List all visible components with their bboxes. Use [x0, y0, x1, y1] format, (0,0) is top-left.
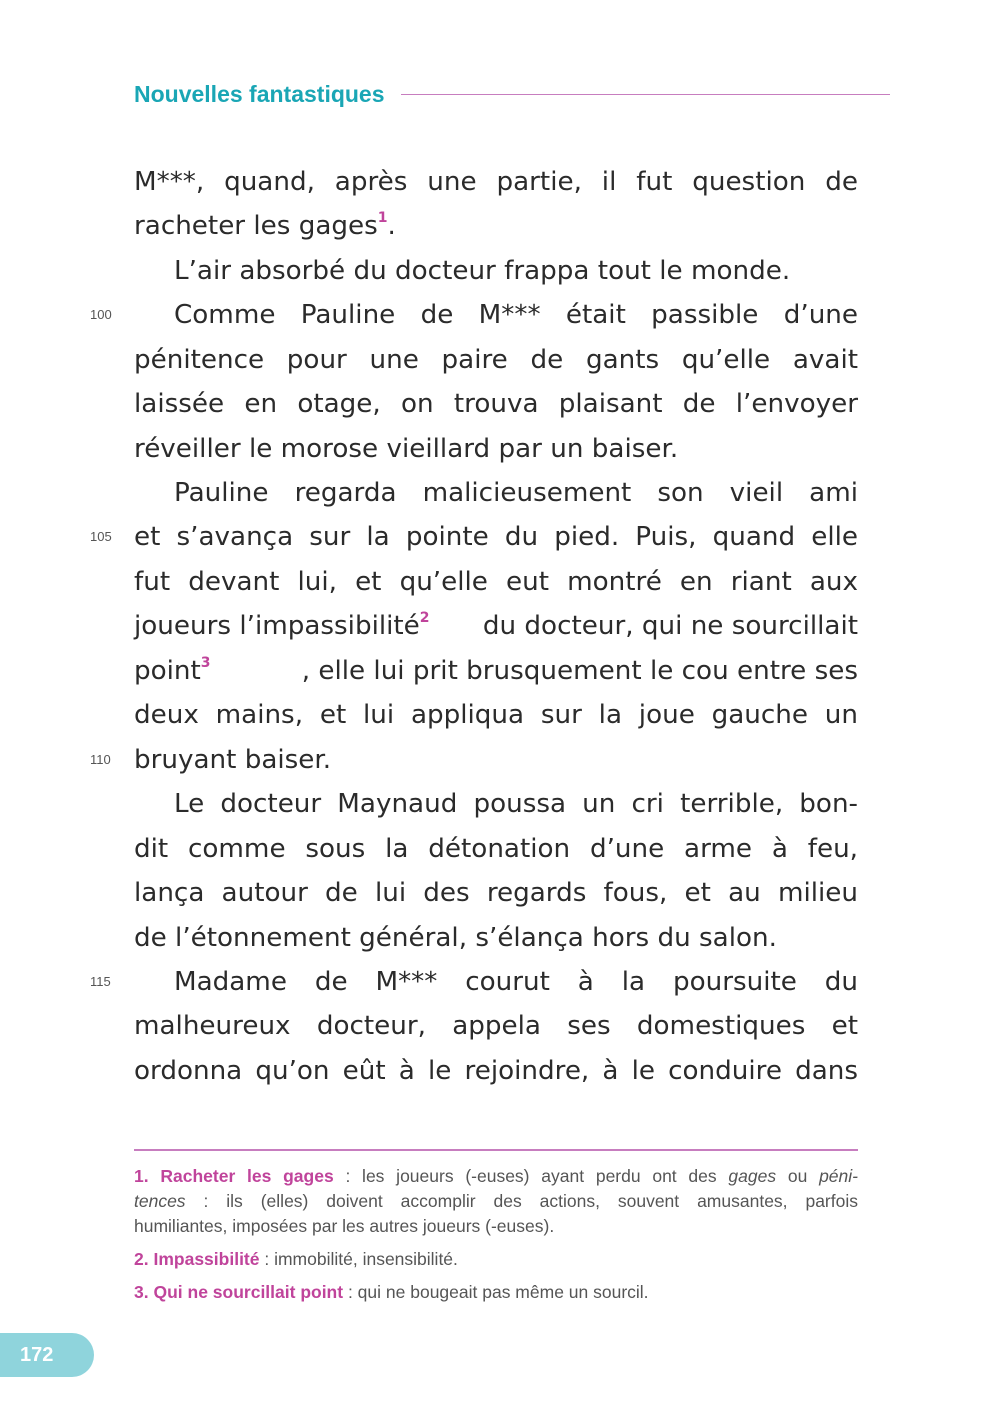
footnote-number: 2.: [134, 1249, 149, 1269]
text-line: laissée en otage, on trouva plaisant de l’envoyer: [134, 389, 858, 419]
footnote-ref-1[interactable]: 1: [377, 210, 388, 226]
footnote-text: : ils (elles) doivent accomplir des actions, souvent amusantes, parfois: [185, 1191, 858, 1211]
text-line: de l’étonnement général, s’élança hors du salon.: [134, 923, 777, 953]
text-line: pénitence pour une paire de gants qu’elle avait: [134, 345, 858, 375]
footnote-term: Racheter les gages: [160, 1166, 334, 1186]
text-line: bruyant baiser.: [134, 745, 332, 775]
text-line: dit comme sous la détonation d’une arme à feu,: [134, 834, 858, 864]
text-fragment: [134, 649, 211, 693]
line-number: 105: [90, 529, 112, 544]
text-fragment: du docteur, qui ne sourcillait: [482, 611, 858, 641]
page-number: 172: [20, 1344, 54, 1366]
line-number: 100: [90, 307, 112, 322]
footnotes: [134, 1164, 858, 1313]
footnote-line: [134, 1164, 858, 1189]
footnote-divider: [134, 1149, 858, 1151]
footnote-number: 3.: [134, 1282, 149, 1302]
footnote-ref-3[interactable]: 3: [200, 655, 211, 671]
text-line: malheureux docteur, appela ses domestiques et: [134, 1011, 858, 1041]
footnote-3: [134, 1280, 858, 1305]
text-line: Pauline regarda malicieusement son vieil ami: [174, 478, 858, 508]
footnote-number: 1.: [134, 1166, 149, 1186]
footnote-text: : immobilité, insensibilité.: [259, 1249, 458, 1269]
footnote-term: Impassibilité: [153, 1249, 260, 1269]
line-number: 115: [90, 974, 111, 989]
text-line: Madame de M*** courut à la poursuite du: [174, 967, 858, 997]
header-rule: [401, 94, 890, 95]
section-title: Nouvelles fantastiques: [134, 80, 385, 107]
footnote-text: : les joueurs (-euses) ayant perdu ont des: [333, 1166, 729, 1186]
text-line: deux mains, et lui appliqua sur la joue gauche un: [134, 700, 858, 730]
text-line: [134, 604, 858, 648]
text-line: L’air absorbé du docteur frappa tout le monde.: [174, 256, 791, 286]
footnote-ref-2[interactable]: 2: [419, 610, 430, 626]
text-line: fut devant lui, et qu’elle eut montré en riant aux: [134, 567, 858, 597]
text-fragment: joueurs l’impassibilité: [134, 611, 420, 641]
footnote-line: [134, 1189, 858, 1214]
page-number-badge: [0, 1333, 94, 1377]
text-line: [134, 204, 858, 248]
text-line: lança autour de lui des regards fous, et au milieu: [134, 878, 858, 908]
text-fragment: .: [387, 211, 396, 241]
text-line: réveiller le morose vieillard par un baiser.: [134, 434, 679, 464]
text-line: et s’avança sur la pointe du pied. Puis, quand elle: [134, 522, 858, 552]
text-line: Le docteur Maynaud poussa un cri terrible, bon-: [174, 789, 858, 819]
text-fragment: racheter les gages: [134, 211, 378, 241]
text-line: [134, 649, 858, 693]
text-line: ordonna qu’on eût à le rejoindre, à le conduire dans: [134, 1056, 858, 1086]
text-fragment: point: [134, 656, 201, 686]
footnote-emphasis: gages: [728, 1166, 777, 1186]
footnote-text: : qui ne bougeait pas même un sourcil.: [343, 1282, 649, 1302]
line-number: 110: [90, 752, 111, 767]
footnote-line: humiliantes, imposées par les autres joueurs (-euses).: [134, 1216, 555, 1236]
text-fragment: , elle lui prit brusquement le cou entre ses: [301, 656, 858, 686]
running-header: [134, 78, 890, 110]
text-line: Comme Pauline de M*** était passible d’une: [174, 300, 858, 330]
footnote-text: ou: [776, 1166, 820, 1186]
footnote-term: Qui ne sourcillait point: [153, 1282, 344, 1302]
text-fragment: [134, 604, 430, 648]
footnote-emphasis: tences: [134, 1191, 186, 1211]
text-line: M***, quand, après une partie, il fut question de: [134, 167, 858, 197]
footnote-2: [134, 1247, 858, 1272]
footnote-emphasis: péni-: [819, 1166, 858, 1186]
footnote-1: [134, 1164, 858, 1239]
